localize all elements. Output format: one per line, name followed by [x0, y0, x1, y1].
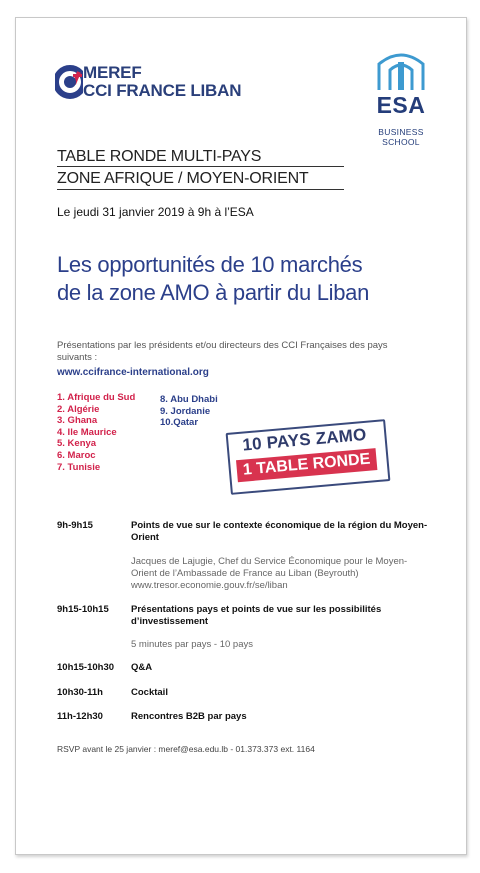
esa-title: ESA	[376, 92, 426, 118]
country-list-left	[57, 392, 135, 473]
divider	[57, 189, 344, 190]
program-sub: 5 minutes par pays - 10 pays	[131, 639, 253, 650]
program-desc: Rencontres B2B par pays	[131, 711, 247, 722]
program-desc: Points de vue sur le contexte économique de la région du Moyen-Orient	[131, 520, 428, 543]
meref-logo-icon	[55, 60, 83, 104]
brand-name	[83, 64, 241, 100]
brand-line2: CCI FRANCE LIBAN	[83, 81, 242, 100]
headline-line1: Les opportunités de 10 marchés	[57, 252, 363, 277]
country-item: 5. Kenya	[57, 438, 97, 450]
stamp-line2: 1 TABLE RONDE	[236, 448, 377, 482]
rsvp-text: RSVP avant le 25 janvier : meref@esa.edu.lb - 01.373.373 ext. 1164	[57, 744, 315, 754]
program-time: 11h-12h30	[57, 711, 103, 722]
country-item: 6. Maroc	[57, 449, 96, 461]
country-list-right	[160, 394, 218, 429]
country-item: 7. Tunisie	[57, 461, 101, 473]
program-time: 10h30-11h	[57, 687, 103, 698]
event-date: Le jeudi 31 janvier 2019 à 9h à l’ESA	[57, 205, 254, 219]
program-time: 9h15-10h15	[57, 604, 109, 615]
website-link[interactable]: www.ccifrance-international.org	[57, 367, 209, 378]
esa-sub2: SCHOOL	[382, 136, 420, 147]
program-time: 10h15-10h30	[57, 662, 115, 673]
program-desc: Présentations pays et points de vue sur les possibilités d’investissement	[131, 604, 382, 627]
program-sub: Jacques de Lajugie, Chef du Service Économique pour le Moyen-Orient de l’Ambassade de France au Liban (Beyrouth) www.tresor.economie.gouv.fr/se/liban	[131, 556, 408, 591]
presentations-text: Présentations par les présidents et/ou directeurs des CCI Françaises des pays suivants :	[57, 340, 388, 363]
country-item: 10.Qatar	[160, 417, 199, 429]
country-item: 1. Afrique du Sud	[57, 392, 136, 403]
esa-logo-icon	[374, 52, 428, 92]
event-title-line2: ZONE AFRIQUE / MOYEN-ORIENT	[57, 170, 309, 187]
program-time: 9h-9h15	[57, 520, 93, 531]
headline	[57, 251, 437, 307]
event-title-line1: TABLE RONDE MULTI-PAYS	[57, 148, 262, 165]
headline-line2: de la zone AMO à partir du Liban	[57, 280, 370, 305]
country-item: 9. Jordanie	[160, 405, 211, 417]
divider	[57, 166, 344, 167]
brand-line1: MEREF	[83, 63, 142, 82]
esa-sub1: BUSINESS	[378, 127, 424, 137]
program-desc: Q&A	[131, 662, 153, 673]
stamp-line1: 10 PAYS ZAMO	[241, 424, 368, 455]
country-item: 4. Ile Maurice	[57, 426, 117, 438]
country-item: 2. Algérie	[57, 403, 100, 415]
esa-subtitle	[373, 128, 429, 147]
country-item: 8. Abu Dhabi	[160, 394, 218, 405]
program-desc: Cocktail	[131, 687, 168, 698]
country-item: 3. Ghana	[57, 415, 98, 427]
